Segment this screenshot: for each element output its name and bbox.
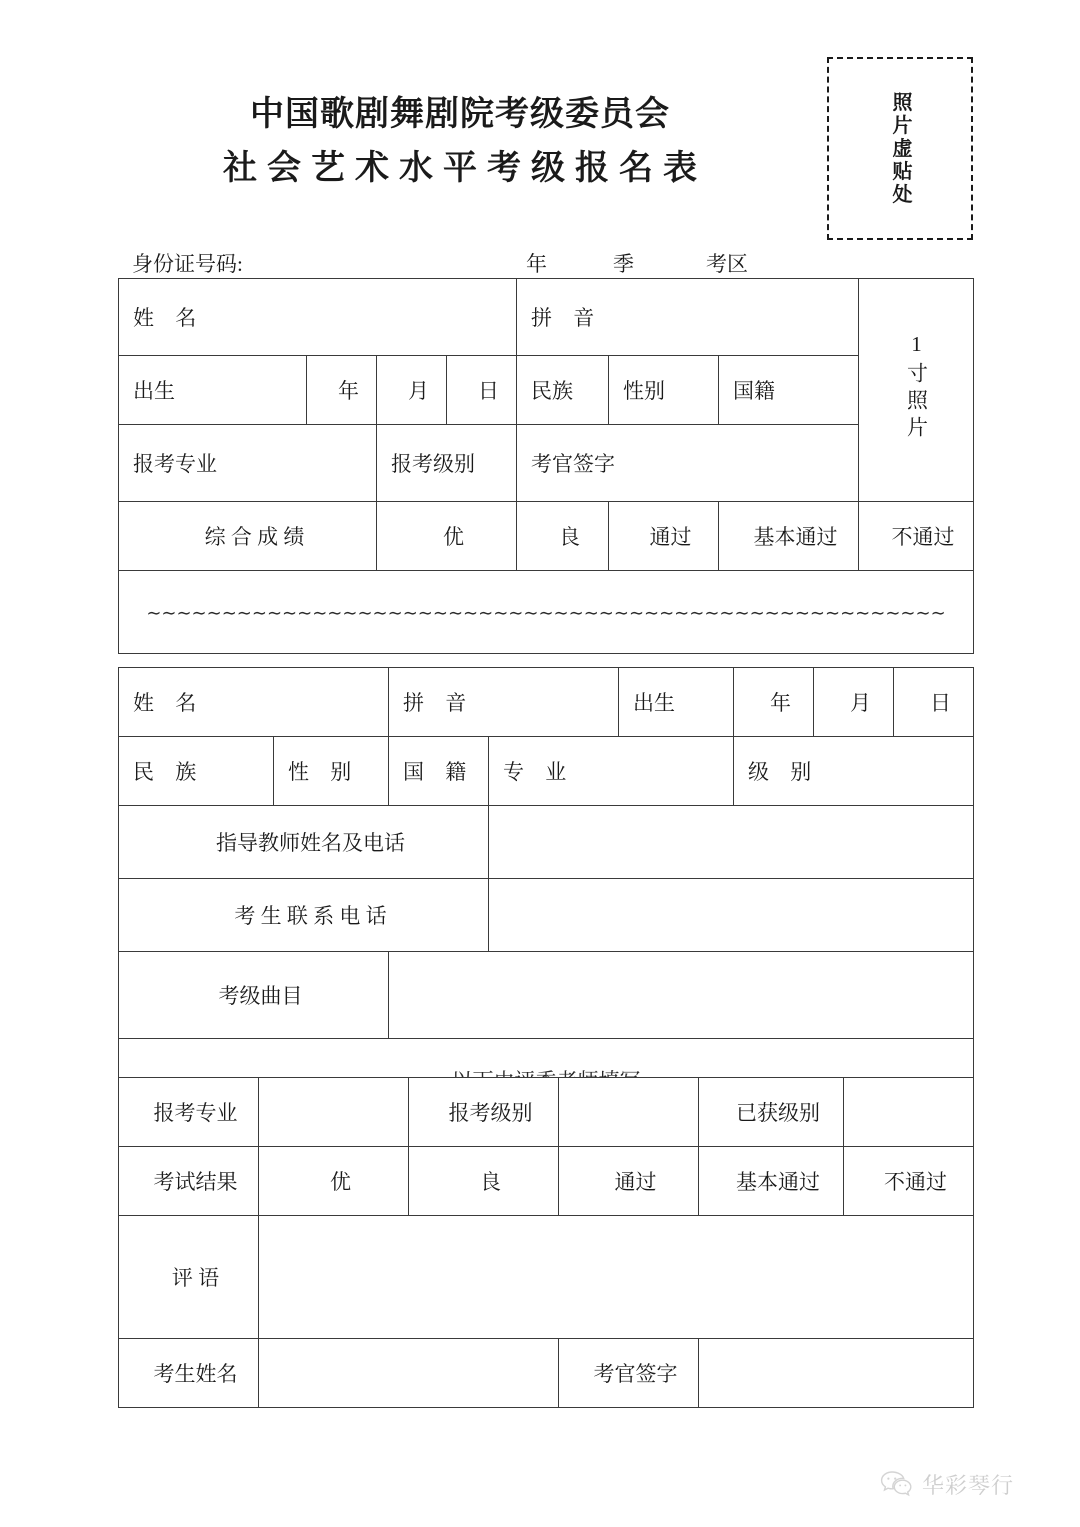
s2-birth-cell[interactable] bbox=[619, 668, 734, 737]
s1-nationality-cell[interactable] bbox=[719, 356, 859, 425]
s2-nationality-label: 国 籍 bbox=[403, 760, 475, 784]
s2-gender-label: 性 别 bbox=[288, 760, 360, 784]
footer-watermark-text: 华彩琴行 bbox=[922, 1472, 1015, 1498]
s3-result-option-excellent[interactable] bbox=[259, 1147, 409, 1216]
s1-nationality-label: 国籍 bbox=[733, 379, 775, 403]
table-row bbox=[119, 1216, 974, 1339]
s1-result-option-good-label: 良 bbox=[559, 525, 580, 549]
s2-teacher-value-cell[interactable] bbox=[489, 806, 974, 879]
identity-line bbox=[118, 248, 973, 278]
s3-apply-major-value-cell[interactable] bbox=[259, 1078, 409, 1147]
table-row bbox=[119, 356, 974, 425]
exam-year-label: 年 bbox=[526, 252, 547, 276]
table-row bbox=[119, 737, 974, 806]
s2-level-cell[interactable] bbox=[734, 737, 974, 806]
s2-birth-year-label: 年 bbox=[770, 691, 791, 715]
s1-pinyin-label-cell[interactable] bbox=[517, 279, 859, 356]
s2-teacher-label: 指导教师姓名及电话 bbox=[216, 831, 405, 855]
s2-pinyin-label: 拼 音 bbox=[403, 691, 475, 715]
table-row bbox=[119, 668, 974, 737]
s2-birth-month-label: 月 bbox=[850, 691, 871, 715]
s1-name-label: 姓 名 bbox=[133, 306, 205, 330]
table-row bbox=[119, 279, 974, 356]
table-row bbox=[119, 1339, 974, 1408]
s3-examiner-sign-label: 考官签字 bbox=[593, 1362, 678, 1386]
section-three-table bbox=[118, 1077, 974, 1408]
s2-birth-month-cell[interactable] bbox=[814, 668, 894, 737]
s1-overall-label: 综 合 成 绩 bbox=[204, 525, 305, 549]
s1-birth-day-label: 日 bbox=[478, 379, 499, 403]
s1-gender-label: 性别 bbox=[623, 379, 665, 403]
separator-row-one bbox=[119, 571, 974, 654]
s3-apply-level-label: 报考级别 bbox=[448, 1101, 533, 1125]
s2-phone-label-cell bbox=[119, 879, 489, 952]
s1-result-option-excellent[interactable] bbox=[377, 502, 517, 571]
s3-student-name-label: 考生姓名 bbox=[153, 1362, 238, 1386]
table-row bbox=[119, 952, 974, 1039]
s3-examiner-sign-value-cell[interactable] bbox=[699, 1339, 974, 1408]
page-title bbox=[120, 92, 800, 192]
s1-ethnicity-label: 民族 bbox=[531, 379, 573, 403]
title-line-form-name: 社会艺术水平考级报名表 bbox=[223, 149, 707, 187]
s3-examiner-sign-label-cell bbox=[559, 1339, 699, 1408]
s1-birth-month-label: 月 bbox=[408, 379, 429, 403]
s3-student-name-label-cell bbox=[119, 1339, 259, 1408]
s3-result-option-basic-pass[interactable] bbox=[699, 1147, 844, 1216]
s2-teacher-label-cell bbox=[119, 806, 489, 879]
s3-apply-level-label-cell bbox=[409, 1078, 559, 1147]
s2-name-cell[interactable] bbox=[119, 668, 389, 737]
s3-result-option-good[interactable] bbox=[409, 1147, 559, 1216]
s2-nationality-cell[interactable] bbox=[389, 737, 489, 806]
s1-result-option-pass[interactable] bbox=[609, 502, 719, 571]
s2-phone-label: 考 生 联 系 电 话 bbox=[234, 904, 387, 928]
s1-apply-major-cell[interactable] bbox=[119, 425, 377, 502]
s2-birth-day-cell[interactable] bbox=[894, 668, 974, 737]
s3-student-name-value-cell[interactable] bbox=[259, 1339, 559, 1408]
document-header bbox=[0, 0, 1080, 250]
s3-result-option-basic-pass-label: 基本通过 bbox=[736, 1170, 820, 1194]
s3-result-option-fail[interactable] bbox=[844, 1147, 974, 1216]
s3-apply-major-label-cell bbox=[119, 1078, 259, 1147]
table-row bbox=[119, 571, 974, 654]
s1-result-option-good[interactable] bbox=[517, 502, 609, 571]
s1-overall-label-cell bbox=[119, 502, 377, 571]
s1-gender-cell[interactable] bbox=[609, 356, 719, 425]
photo-paste-area-label: 照片虚贴处 bbox=[889, 91, 911, 206]
s1-birth-year-label: 年 bbox=[338, 379, 359, 403]
s3-comment-label: 评 语 bbox=[171, 1266, 220, 1290]
exam-zone-label: 考区 bbox=[706, 252, 748, 276]
s2-phone-value-cell[interactable] bbox=[489, 879, 974, 952]
wechat-icon bbox=[880, 1470, 914, 1498]
s2-name-label: 姓 名 bbox=[133, 691, 205, 715]
s1-apply-level-label: 报考级别 bbox=[391, 452, 475, 476]
s2-level-label: 级 别 bbox=[748, 760, 820, 784]
s2-major-label: 专 业 bbox=[503, 760, 575, 784]
s1-birth-label: 出生 bbox=[133, 379, 175, 403]
s1-result-option-excellent-label: 优 bbox=[443, 525, 464, 549]
separator-one-squiggle: ∼∼∼∼∼∼∼∼∼∼∼∼∼∼∼∼∼∼∼∼∼∼∼∼∼∼∼∼∼∼∼∼∼∼∼∼∼∼∼∼∼∼∼∼∼∼∼∼∼∼∼∼∼ bbox=[146, 602, 946, 624]
s3-apply-major-label: 报考专业 bbox=[153, 1101, 238, 1125]
s3-apply-level-value-cell[interactable] bbox=[559, 1078, 699, 1147]
s1-result-option-basic-pass-label: 基本通过 bbox=[753, 525, 838, 549]
photo-paste-area[interactable] bbox=[827, 57, 973, 240]
s1-result-option-fail[interactable] bbox=[859, 502, 974, 571]
table-row bbox=[119, 806, 974, 879]
s1-examiner-sign-cell[interactable] bbox=[517, 425, 859, 502]
table-row bbox=[119, 502, 974, 571]
s1-result-option-fail-label: 不通过 bbox=[891, 525, 955, 549]
s2-birth-label: 出生 bbox=[633, 691, 675, 715]
s2-repertoire-value-cell[interactable] bbox=[389, 952, 974, 1039]
s1-birth-month-cell[interactable] bbox=[377, 356, 447, 425]
s2-ethnicity-cell[interactable] bbox=[119, 737, 274, 806]
s3-result-option-excellent-label: 优 bbox=[330, 1170, 351, 1194]
s3-obtained-level-label-cell bbox=[699, 1078, 844, 1147]
s1-photo-column bbox=[859, 279, 974, 502]
s2-repertoire-label: 考级曲目 bbox=[218, 984, 303, 1008]
s2-ethnicity-label: 民 族 bbox=[133, 760, 205, 784]
s3-result-option-pass-label: 通过 bbox=[614, 1170, 657, 1194]
s3-result-option-pass[interactable] bbox=[559, 1147, 699, 1216]
s1-birth-label-cell[interactable] bbox=[119, 356, 307, 425]
s3-result-option-good-label: 良 bbox=[480, 1170, 501, 1194]
s2-pinyin-cell[interactable] bbox=[389, 668, 619, 737]
s2-gender-cell[interactable] bbox=[274, 737, 389, 806]
s2-birth-day-label: 日 bbox=[930, 691, 951, 715]
s1-apply-level-cell[interactable] bbox=[377, 425, 517, 502]
footer-watermark bbox=[880, 1464, 1070, 1504]
section-one-table bbox=[118, 278, 974, 654]
exam-season-label: 季 bbox=[613, 252, 634, 276]
s1-ethnicity-cell[interactable] bbox=[517, 356, 609, 425]
title-line-organization: 中国歌剧舞剧院考级委员会 bbox=[250, 96, 670, 133]
table-row bbox=[119, 879, 974, 952]
s3-comment-value-cell[interactable] bbox=[259, 1216, 974, 1339]
s1-name-label-cell[interactable] bbox=[119, 279, 517, 356]
s3-result-label-cell bbox=[119, 1147, 259, 1216]
s1-apply-major-label: 报考专业 bbox=[133, 452, 217, 476]
s1-photo-column-label: 1寸照片 bbox=[904, 331, 929, 443]
section-two-table bbox=[118, 667, 974, 1122]
s2-repertoire-label-cell bbox=[119, 952, 389, 1039]
id-number-label: 身份证号码: bbox=[132, 252, 243, 276]
s1-birth-day-cell[interactable] bbox=[447, 356, 517, 425]
s1-result-option-pass-label: 通过 bbox=[649, 525, 692, 549]
table-row bbox=[119, 425, 974, 502]
s2-major-cell[interactable] bbox=[489, 737, 734, 806]
table-row bbox=[119, 1078, 974, 1147]
s3-obtained-level-value-cell[interactable] bbox=[844, 1078, 974, 1147]
s2-birth-year-cell[interactable] bbox=[734, 668, 814, 737]
s3-result-label: 考试结果 bbox=[153, 1170, 238, 1194]
s1-pinyin-label: 拼 音 bbox=[531, 306, 603, 330]
s3-obtained-level-label: 已获级别 bbox=[736, 1101, 820, 1125]
s1-result-option-basic-pass[interactable] bbox=[719, 502, 859, 571]
s3-result-option-fail-label: 不通过 bbox=[884, 1170, 947, 1194]
s3-comment-label-cell bbox=[119, 1216, 259, 1339]
s1-birth-year-cell[interactable] bbox=[307, 356, 377, 425]
table-row bbox=[119, 1147, 974, 1216]
s1-examiner-sign-label: 考官签字 bbox=[531, 452, 615, 476]
